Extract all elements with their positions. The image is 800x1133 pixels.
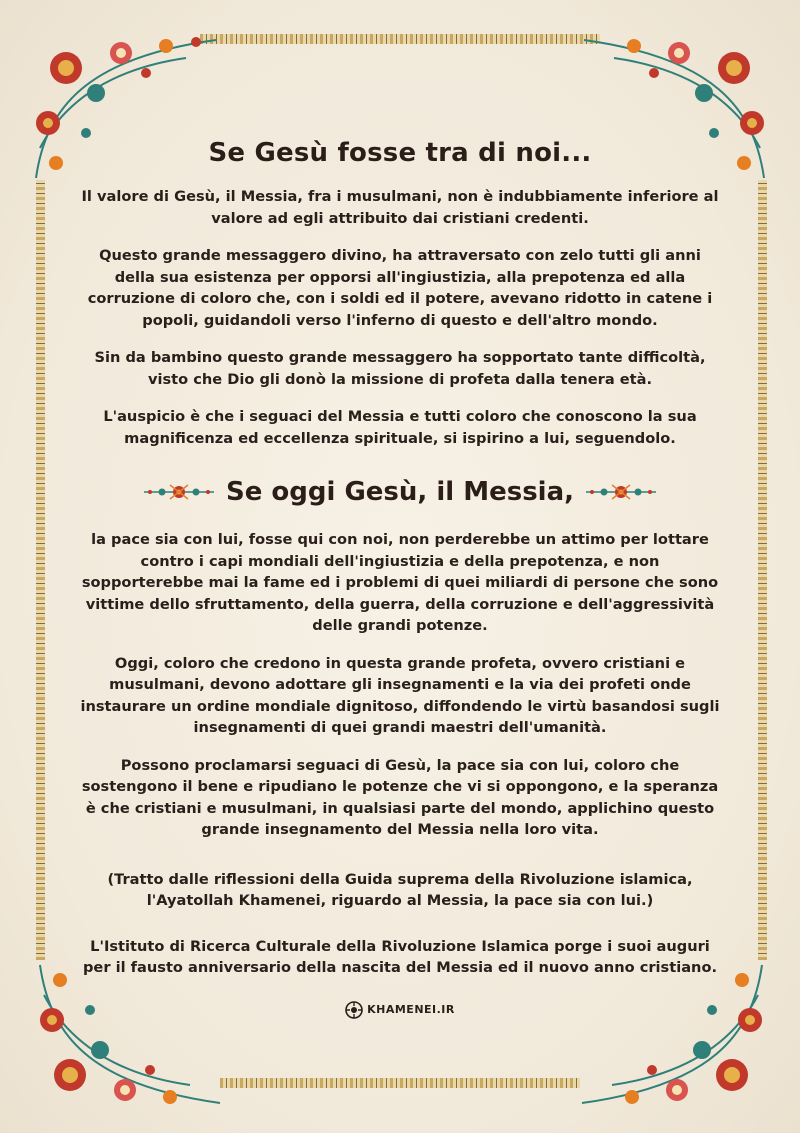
intro-paragraph: Questo grande messaggero divino, ha attraversato con zelo tutti gli anni della sua esistenza per opporsi all'ingiustizia, alla prepotenza ed alla corruzione di coloro che, con i soldi ed il potere, avevano ridotto in catene i popoli, guidandoli verso l'inferno di questo e dell'altro mondo. xyxy=(87,247,713,329)
closing-message: L'Istituto di Ricerca Culturale della Rivoluzione Islamica porge i suoi auguri per il fausto anniversario della nascita del Messia ed il nuovo anno cristiano. xyxy=(82,937,718,976)
bottom-border xyxy=(220,1078,580,1088)
page-title: Se Gesù fosse tra di noi... xyxy=(208,138,592,168)
body-paragraph: Possono proclamarsi seguaci di Gesù, la pace sia con lui, coloro che sostengono il bene e ripudiano le potenze che vi si oppongono, e la speranza è che cristiani e musulmani, in qualsiasi parte del mondo, applichino questo grande insegnamento del Messia nella loro vita. xyxy=(81,756,719,838)
ornament-left-icon xyxy=(142,481,216,503)
intro-paragraph: Il valore di Gesù, il Messia, fra i musulmani, non è indubbiamente inferiore al valore ad egli attribuito dai cristiani credenti. xyxy=(81,188,719,227)
quote-attribution: (Tratto dalle riflessioni della Guida suprema della Rivoluzione islamica, l'Ayatollah Khamenei, riguardo al Messia, la pace sia con lui.) xyxy=(107,870,693,909)
site-logo xyxy=(80,1001,720,1019)
top-border xyxy=(200,34,600,44)
intro-paragraph: Sin da bambino questo grande messaggero ha sopportato tante difficoltà, visto che Dio gli donò la missione di profeta dalla tenera età. xyxy=(94,349,706,388)
subtitle: Se oggi Gesù, il Messia, xyxy=(225,477,575,507)
body-paragraph: Oggi, coloro che credono in questa grande profeta, ovvero cristiani e musulmani, devono adottare gli insegnamenti e la via dei profeti onde instaurare un ordine mondiale dignitoso, diffondendo le virtù basandosi sugli insegnamenti di quei grandi maestri dell'umanità. xyxy=(80,654,720,736)
subtitle-row xyxy=(80,477,720,507)
khamenei-logo-icon xyxy=(345,1001,363,1019)
intro-paragraph: L'auspicio è che i seguaci del Messia e tutti coloro che conoscono la sua magnificenza ed eccellenza spirituale, si ispirino a lui, seguendolo. xyxy=(103,408,697,447)
logo-text: KHAMENEI.IR xyxy=(367,1003,455,1016)
left-border xyxy=(36,180,45,960)
right-border xyxy=(758,180,767,960)
poster-content xyxy=(80,138,720,1019)
body-paragraph: la pace sia con lui, fosse qui con noi, non perderebbe un attimo per lottare contro i capi mondiali dell'ingiustizia e della prepotenza, e non sopporterebbe mai la fame ed i problemi di quei miliardi di persone che sono vittime dello sfruttamento, della guerra, della corruzione e dell'aggressività delle grandi potenze. xyxy=(81,531,719,634)
ornament-right-icon xyxy=(584,481,658,503)
